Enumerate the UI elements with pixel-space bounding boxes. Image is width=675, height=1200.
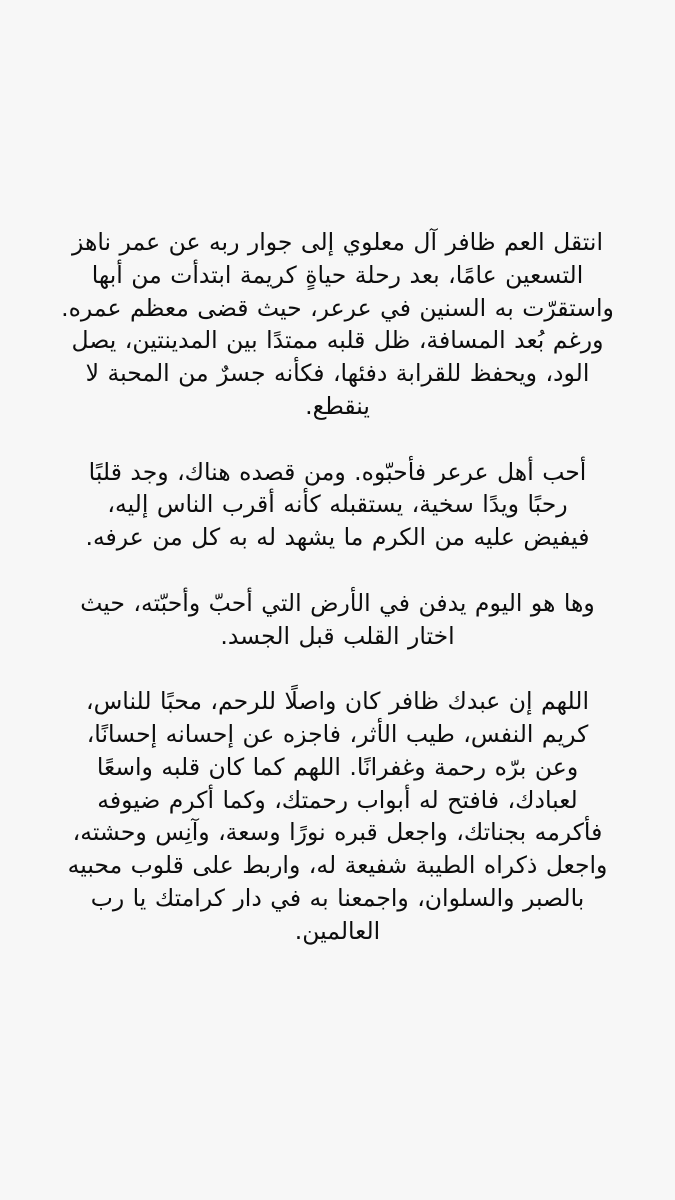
text-line: كريم النفس، طيب الأثر، فاجزه عن إحسانه إحسانًا، (86, 719, 589, 748)
text-line: التسعين عامًا، بعد رحلة حياةٍ كريمة ابتدأت من أبها (91, 260, 584, 289)
text-line: الود، ويحفظ للقرابة دفئها، فكأنه جسرٌ من المحبة لا (85, 359, 590, 388)
text-line: اختار القلب قبل الجسد. (220, 621, 455, 650)
text-line: العالمين. (294, 916, 381, 945)
text-line: واستقرّت به السنين في عرعر، حيث قضى معظم عمره. (61, 293, 614, 322)
text-line: وعن برّه رحمة وغفرانًا. اللهم كما كان قلبه واسعًا (96, 752, 579, 781)
text-line: فيفيض عليه من الكرم ما يشهد له به كل من عرفه. (85, 523, 590, 552)
text-line: بالصبر والسلوان، واجمعنا به في دار كرامتك يا رب (90, 883, 585, 912)
paragraph-burial (28, 587, 647, 653)
text-line: فأكرمه بجناتك، واجعل قبره نورًا وسعة، وآنِس وحشته، (72, 818, 603, 847)
text-line: انتقل العم ظافر آل معلوي إلى جوار ربه عن عمر ناهز (72, 228, 603, 256)
paragraph-arar (28, 456, 647, 554)
text-line: لعبادك، فافتح له أبواب رحمتك، وكما أكرم ضيوفه (97, 785, 578, 814)
text-line: أحب أهل عرعر فأحبّوه. ومن قصده هناك، وجد قلبًا (88, 457, 587, 486)
text-line: وها هو اليوم يدفن في الأرض التي أحبّ وأحبّته، حيث (80, 588, 595, 617)
text-line: رحبًا ويدًا سخية، يستقبله كأنه أقرب الناس إليه، (107, 490, 568, 519)
text-line: ورغم بُعد المسافة، ظل قلبه ممتدًا بين المدينتين، يصل (71, 326, 604, 355)
text-line: ينقطع. (305, 391, 370, 420)
obituary-text (28, 226, 647, 948)
paragraph-intro (28, 226, 647, 423)
text-line: واجعل ذكراه الطيبة شفيعة له، واربط على قلوب محبيه (67, 851, 608, 880)
text-line: اللهم إن عبدك ظافر كان واصلًا للرحم، محبًا للناس، (86, 687, 589, 716)
paragraph-prayer (28, 685, 647, 947)
